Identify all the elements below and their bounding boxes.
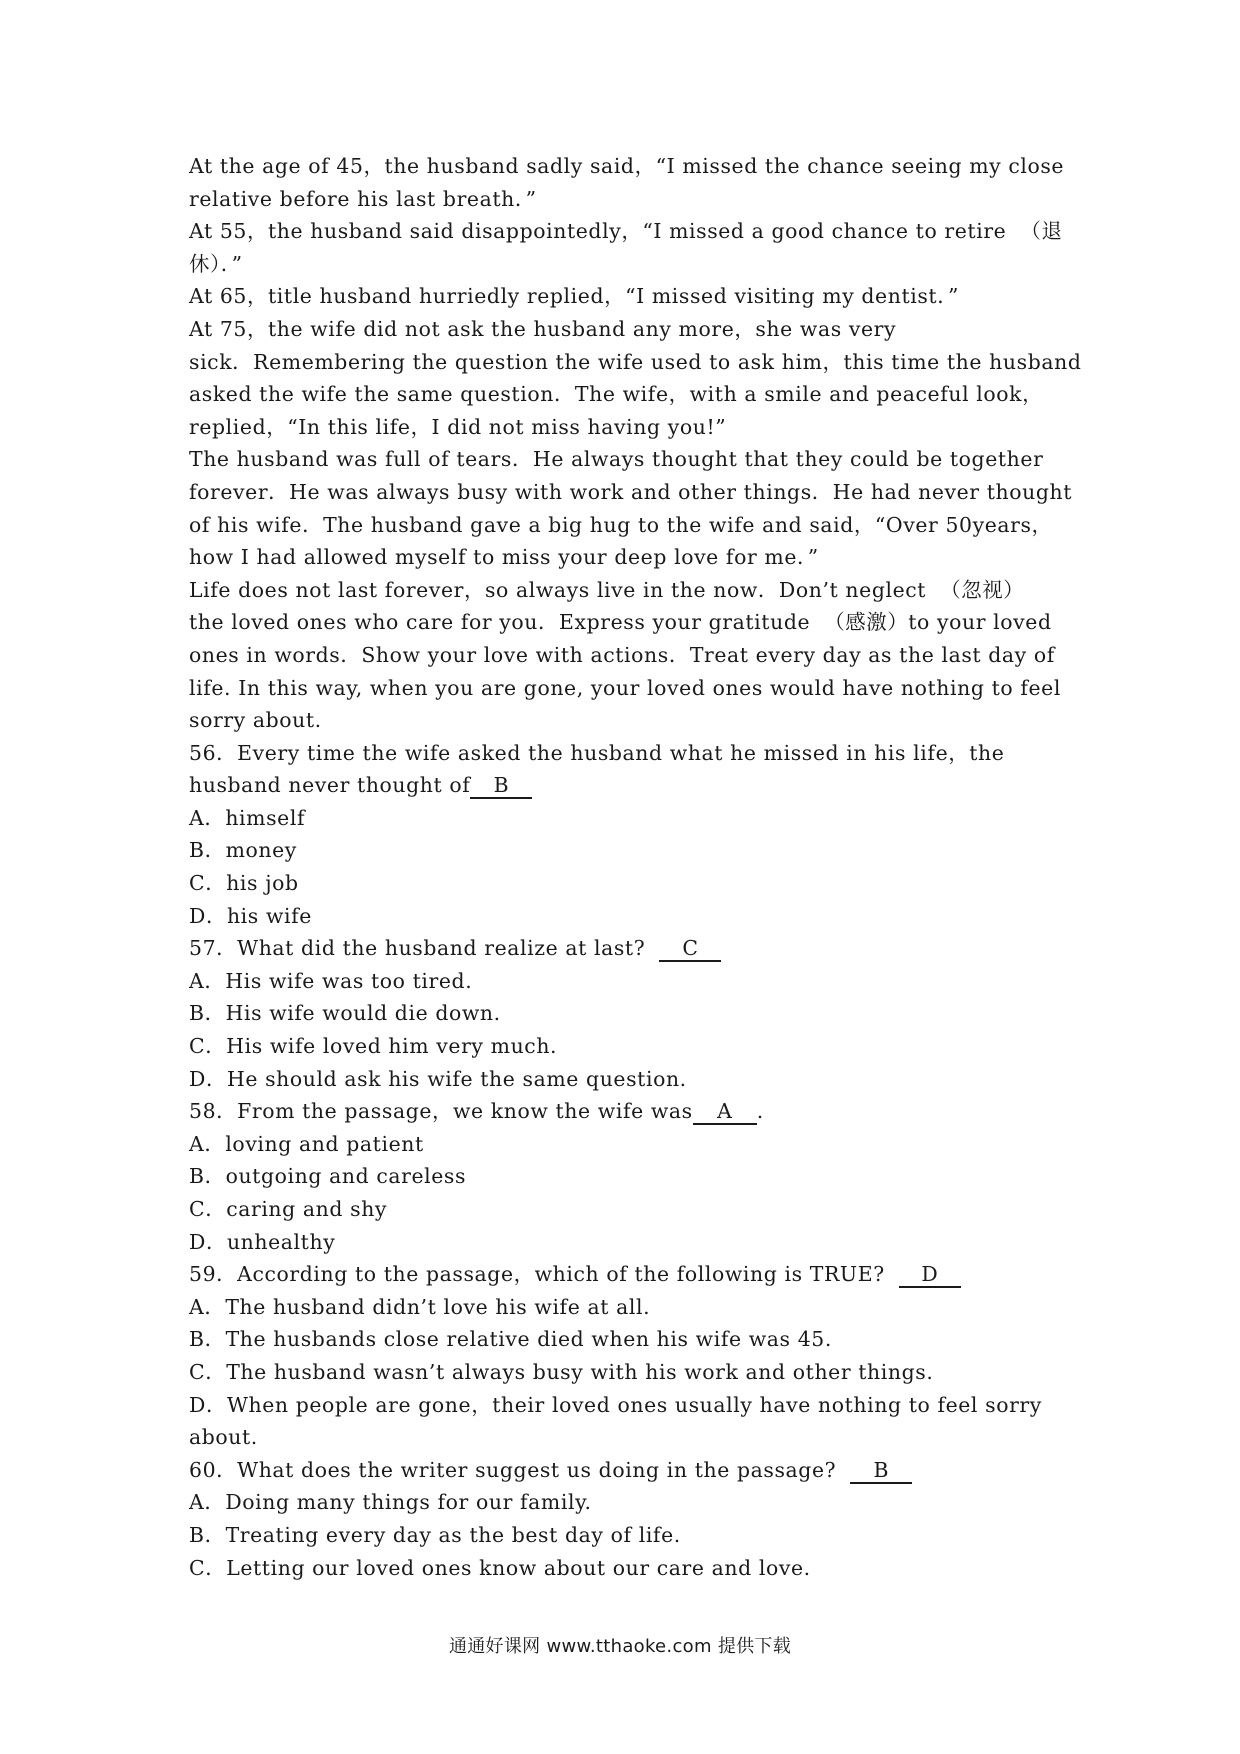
page-footer: 通通好课网 www.tthaoke.com 提供下载 — [448, 1636, 792, 1657]
option-c: C．The husband wasn’t always busy with his work and other things. — [189, 1359, 934, 1384]
option-a: A．loving and patient — [189, 1131, 424, 1156]
answer-blank: C — [659, 936, 721, 962]
question-56 — [189, 737, 1061, 933]
question-59 — [189, 1258, 1061, 1454]
passage-line: ones in words．Show your love with actions．Treat every day as the last day of — [189, 642, 1055, 667]
option-d: D．his wife — [189, 903, 312, 928]
option-b: B．money — [189, 838, 297, 863]
question-stem — [189, 1258, 1061, 1291]
passage-line: The husband was full of tears．He always thought that they could be together — [189, 447, 1044, 472]
question-stem-text: 59．According to the passage，which of the following is TRUE? — [189, 1262, 899, 1287]
question-stem — [189, 932, 1061, 965]
passage-line: At 65，title husband hurriedly replied，“I missed visiting my dentist．” — [189, 284, 960, 309]
question-stem: 56．Every time the wife asked the husband what he missed in his life，the — [189, 740, 1005, 765]
option-c: C．Letting our loved ones know about our care and love. — [189, 1555, 811, 1580]
question-stem-text: 60．What does the writer suggest us doing in the passage? — [189, 1457, 851, 1482]
option-a: A．His wife was too tired. — [189, 968, 473, 993]
option-b: B．outgoing and careless — [189, 1164, 467, 1189]
answer-blank: A — [693, 1099, 757, 1125]
option-c: C．his job — [189, 871, 299, 896]
passage-line: life. In this way, when you are gone, your loved ones would have nothing to feel — [189, 675, 1061, 700]
passage-line: the loved ones who care for you．Express your gratitude （感激）to your loved — [189, 610, 1052, 635]
answer-blank: D — [899, 1262, 961, 1288]
passage-line: sorry about. — [189, 708, 322, 733]
reading-passage — [189, 150, 1082, 737]
option-b: B．Treating every day as the best day of life. — [189, 1522, 681, 1547]
passage-line: Life does not last forever，so always live in the now．Don’t neglect （忽视） — [189, 577, 1025, 602]
option-d: D．When people are gone，their loved ones usually have nothing to feel sorry — [189, 1392, 1042, 1417]
passage-line: At 75，the wife did not ask the husband any more，she was very — [189, 316, 897, 341]
document-body — [189, 150, 1082, 1584]
passage-line: of his wife．The husband gave a big hug to the wife and said，“Over 50years， — [189, 512, 1053, 537]
option-d: D．He should ask his wife the same question. — [189, 1066, 687, 1091]
question-stem: 58．From the passage，we know the wife was A . — [189, 1099, 764, 1124]
question-58 — [189, 1095, 1061, 1258]
answer-blank: B — [850, 1458, 912, 1484]
passage-line: replied，“In this life，I did not miss having you!” — [189, 414, 727, 439]
passage-line: At 55，the husband said disappointedly，“I missed a good chance to retire （退 — [189, 219, 1063, 244]
question-60 — [189, 1454, 1061, 1584]
option-c: C．His wife loved him very much. — [189, 1034, 558, 1059]
option-d: D．unhealthy — [189, 1229, 336, 1254]
passage-line: asked the wife the same question．The wife，with a smile and peaceful look， — [189, 382, 1044, 407]
option-a: A．himself — [189, 805, 306, 830]
option-d-continued: about. — [189, 1425, 258, 1450]
question-stem-text: husband never thought of — [189, 773, 471, 798]
question-stem — [189, 1454, 1061, 1487]
question-57 — [189, 932, 1061, 1095]
option-a: A．Doing many things for our family. — [189, 1490, 592, 1515]
question-stem-text: 58．From the passage，we know the wife was — [189, 1099, 693, 1124]
option-c: C．caring and shy — [189, 1197, 388, 1221]
passage-line: relative before his last breath．” — [189, 186, 537, 211]
answer-blank: B — [470, 773, 532, 799]
passage-line: forever．He was always busy with work and other things．He had never thought — [189, 479, 1073, 504]
question-stem-text: 57．What did the husband realize at last? — [189, 936, 660, 961]
passage-line: how I had allowed myself to miss your deep love for me．” — [189, 545, 819, 570]
option-b: B．His wife would die down. — [189, 1001, 501, 1026]
passage-line: At the age of 45，the husband sadly said，“I missed the chance seeing my close — [189, 154, 1065, 178]
passage-line: sick．Remembering the question the wife used to ask him，this time the husband — [189, 349, 1082, 374]
question-stem — [189, 769, 1061, 802]
option-a: A．The husband didn’t love his wife at all. — [189, 1294, 651, 1319]
option-b: B．The husbands close relative died when his wife was 45. — [189, 1327, 832, 1352]
passage-line: 休）．” — [189, 251, 243, 276]
